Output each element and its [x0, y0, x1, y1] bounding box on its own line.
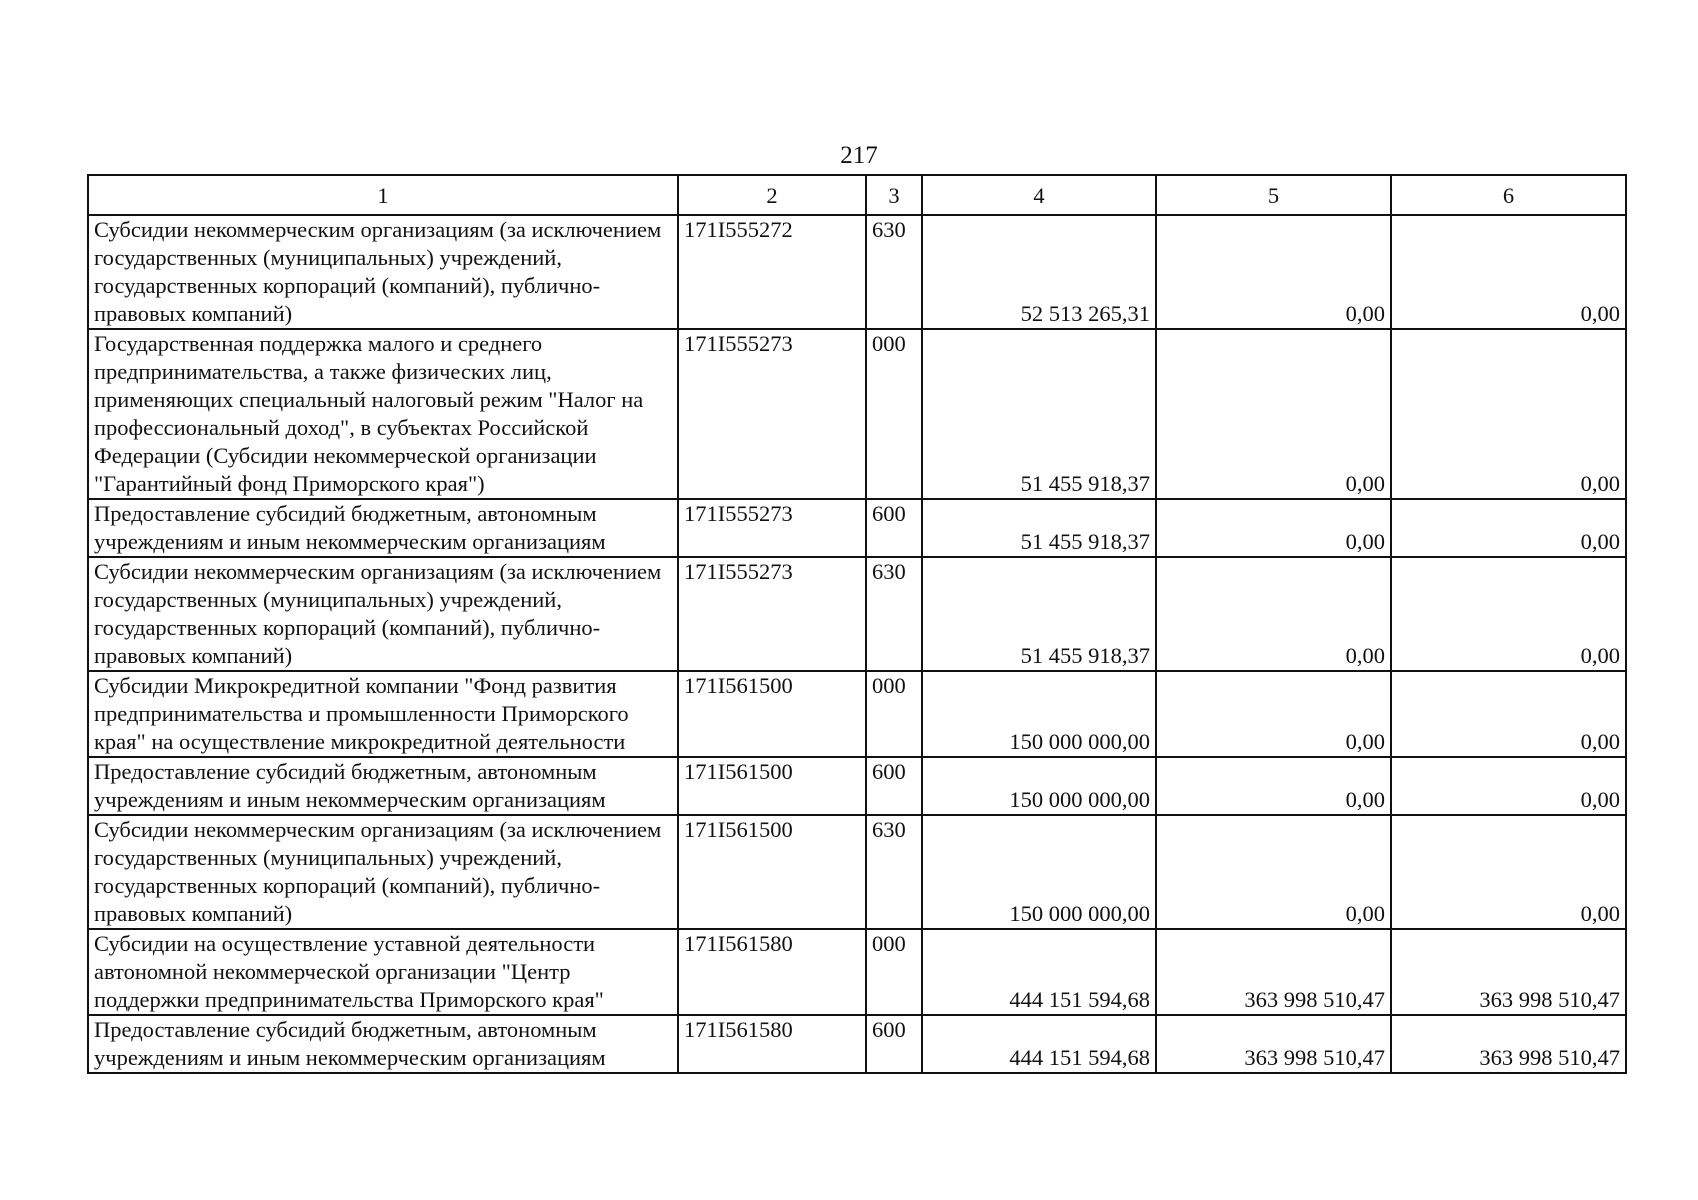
row-value-col5: 0,00: [1156, 671, 1391, 757]
row-value-col4: 51 455 918,37: [922, 499, 1156, 557]
row-value-col4: 52 513 265,31: [922, 215, 1156, 329]
row-target-code: 171I561500: [678, 757, 866, 815]
row-expense-kind: 630: [866, 215, 922, 329]
row-value-col5: 0,00: [1156, 329, 1391, 499]
row-value-col4: 150 000 000,00: [922, 671, 1156, 757]
row-value-col5: 363 998 510,47: [1156, 929, 1391, 1015]
row-value-col4: 444 151 594,68: [922, 1015, 1156, 1073]
table-row: [88, 1015, 1626, 1073]
row-value-col6: 0,00: [1391, 671, 1626, 757]
row-target-code: 171I555272: [678, 215, 866, 329]
column-header-3: 3: [866, 175, 922, 215]
row-target-code: 171I561580: [678, 929, 866, 1015]
row-name: Субсидии Микрокредитной компании "Фонд развития предпринимательства и промышленности Приморского края" на осуществление микрокредитной деятельности: [88, 671, 678, 757]
table-row: [88, 215, 1626, 329]
row-value-col6: 0,00: [1391, 815, 1626, 929]
table-header-row: [88, 175, 1626, 215]
budget-table: [87, 174, 1627, 1074]
row-value-col6: 363 998 510,47: [1391, 929, 1626, 1015]
row-value-col6: 0,00: [1391, 215, 1626, 329]
row-value-col4: 51 455 918,37: [922, 329, 1156, 499]
row-expense-kind: 630: [866, 815, 922, 929]
row-value-col5: 0,00: [1156, 557, 1391, 671]
row-value-col4: 444 151 594,68: [922, 929, 1156, 1015]
table-row: [88, 671, 1626, 757]
row-target-code: 171I555273: [678, 329, 866, 499]
page-number: 217: [840, 142, 878, 169]
row-target-code: 171I561580: [678, 1015, 866, 1073]
row-target-code: 171I555273: [678, 557, 866, 671]
table-row: [88, 329, 1626, 499]
row-name: Предоставление субсидий бюджетным, автономным учреждениям и иным некоммерческим организациям: [88, 757, 678, 815]
table-row: [88, 557, 1626, 671]
column-header-4: 4: [922, 175, 1156, 215]
row-value-col6: 0,00: [1391, 557, 1626, 671]
table-row: [88, 499, 1626, 557]
row-value-col6: 0,00: [1391, 499, 1626, 557]
row-value-col5: 0,00: [1156, 499, 1391, 557]
column-header-6: 6: [1391, 175, 1626, 215]
row-value-col5: 363 998 510,47: [1156, 1015, 1391, 1073]
row-target-code: 171I555273: [678, 499, 866, 557]
column-header-5: 5: [1156, 175, 1391, 215]
row-expense-kind: 000: [866, 929, 922, 1015]
row-name: Субсидии некоммерческим организациям (за исключением государственных (муниципальных) учреждений, государственных корпораций (компаний), публично-правовых компаний): [88, 815, 678, 929]
column-header-2: 2: [678, 175, 866, 215]
row-value-col5: 0,00: [1156, 215, 1391, 329]
row-name: Предоставление субсидий бюджетным, автономным учреждениям и иным некоммерческим организациям: [88, 499, 678, 557]
row-value-col6: 0,00: [1391, 329, 1626, 499]
row-expense-kind: 600: [866, 1015, 922, 1073]
row-value-col5: 0,00: [1156, 757, 1391, 815]
row-name: Предоставление субсидий бюджетным, автономным учреждениям и иным некоммерческим организациям: [88, 1015, 678, 1073]
row-value-col6: 363 998 510,47: [1391, 1015, 1626, 1073]
table-row: [88, 815, 1626, 929]
row-name: Государственная поддержка малого и среднего предпринимательства, а также физических лиц, применяющих специальный налоговый режим "Налог на профессиональный доход", в субъектах Российской Федерации (Субсидии некоммерческой организации "Гарантийный фонд Приморского края"): [88, 329, 678, 499]
row-name: Субсидии некоммерческим организациям (за исключением государственных (муниципальных) учреждений, государственных корпораций (компаний), публично-правовых компаний): [88, 215, 678, 329]
row-name: Субсидии некоммерческим организациям (за исключением государственных (муниципальных) учреждений, государственных корпораций (компаний), публично-правовых компаний): [88, 557, 678, 671]
column-header-1: 1: [88, 175, 678, 215]
row-value-col5: 0,00: [1156, 815, 1391, 929]
row-name: Субсидии на осуществление уставной деятельности автономной некоммерческой организации "Центр поддержки предпринимательства Приморского края": [88, 929, 678, 1015]
row-value-col4: 150 000 000,00: [922, 815, 1156, 929]
row-value-col4: 51 455 918,37: [922, 557, 1156, 671]
row-expense-kind: 000: [866, 329, 922, 499]
row-expense-kind: 600: [866, 499, 922, 557]
row-target-code: 171I561500: [678, 815, 866, 929]
table-row: [88, 929, 1626, 1015]
table-row: [88, 757, 1626, 815]
row-expense-kind: 630: [866, 557, 922, 671]
row-value-col6: 0,00: [1391, 757, 1626, 815]
row-target-code: 171I561500: [678, 671, 866, 757]
row-expense-kind: 000: [866, 671, 922, 757]
row-value-col4: 150 000 000,00: [922, 757, 1156, 815]
row-expense-kind: 600: [866, 757, 922, 815]
